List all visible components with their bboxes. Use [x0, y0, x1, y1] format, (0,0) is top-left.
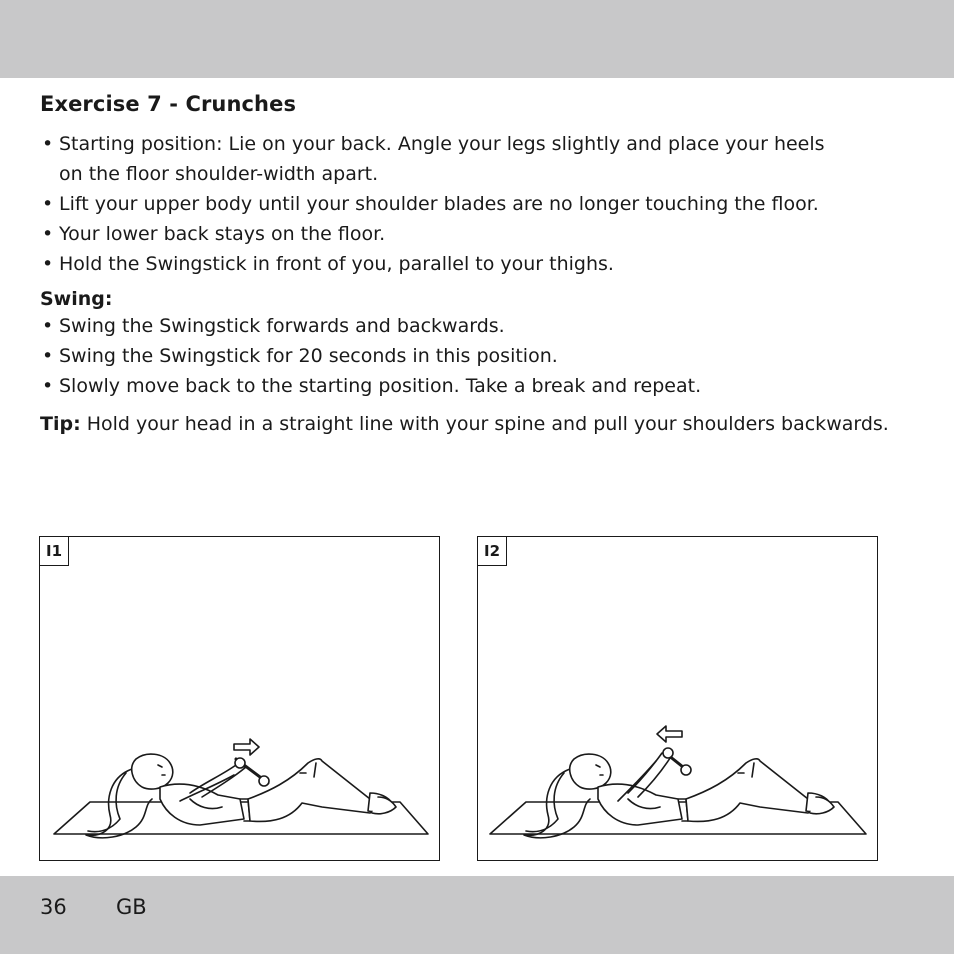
swing-list: [40, 311, 920, 401]
list-item: • Your lower back stays on the floor.: [40, 219, 920, 249]
crunch-illustration-2: [478, 537, 879, 862]
header-band: [0, 0, 954, 78]
figure-label: I2: [477, 536, 507, 566]
language-code: GB: [116, 895, 147, 919]
figure-i2: [477, 536, 878, 861]
list-item: • Hold the Swingstick in front of you, parallel to your thighs.: [40, 249, 920, 279]
list-item: • Slowly move back to the starting position. Take a break and repeat.: [40, 371, 920, 401]
list-item: • Swing the Swingstick for 20 seconds in this position.: [40, 341, 920, 371]
tip-label: Tip:: [40, 413, 81, 435]
figure-i1: [39, 536, 440, 861]
main-content: [40, 92, 920, 439]
tip-text: Hold your head in a straight line with your spine and pull your shoulders backwards.: [80, 413, 889, 435]
left-arrow-icon: [657, 726, 682, 742]
list-item: • Lift your upper body until your shoulder blades are no longer touching the floor.: [40, 189, 920, 219]
crunch-illustration-1: [40, 537, 441, 862]
figure-label: I1: [39, 536, 69, 566]
tip-paragraph: [40, 409, 920, 439]
page-title: Exercise 7 - Crunches: [40, 92, 297, 116]
list-item: • Starting position: Lie on your back. Angle your legs slightly and place your heels on the floor shoulder-width apart.: [40, 129, 849, 189]
swing-heading: Swing:: [40, 288, 113, 310]
starting-position-list: [40, 129, 920, 279]
right-arrow-icon: [234, 739, 259, 755]
page-number: 36: [40, 895, 67, 919]
list-item: • Swing the Swingstick forwards and backwards.: [40, 311, 920, 341]
